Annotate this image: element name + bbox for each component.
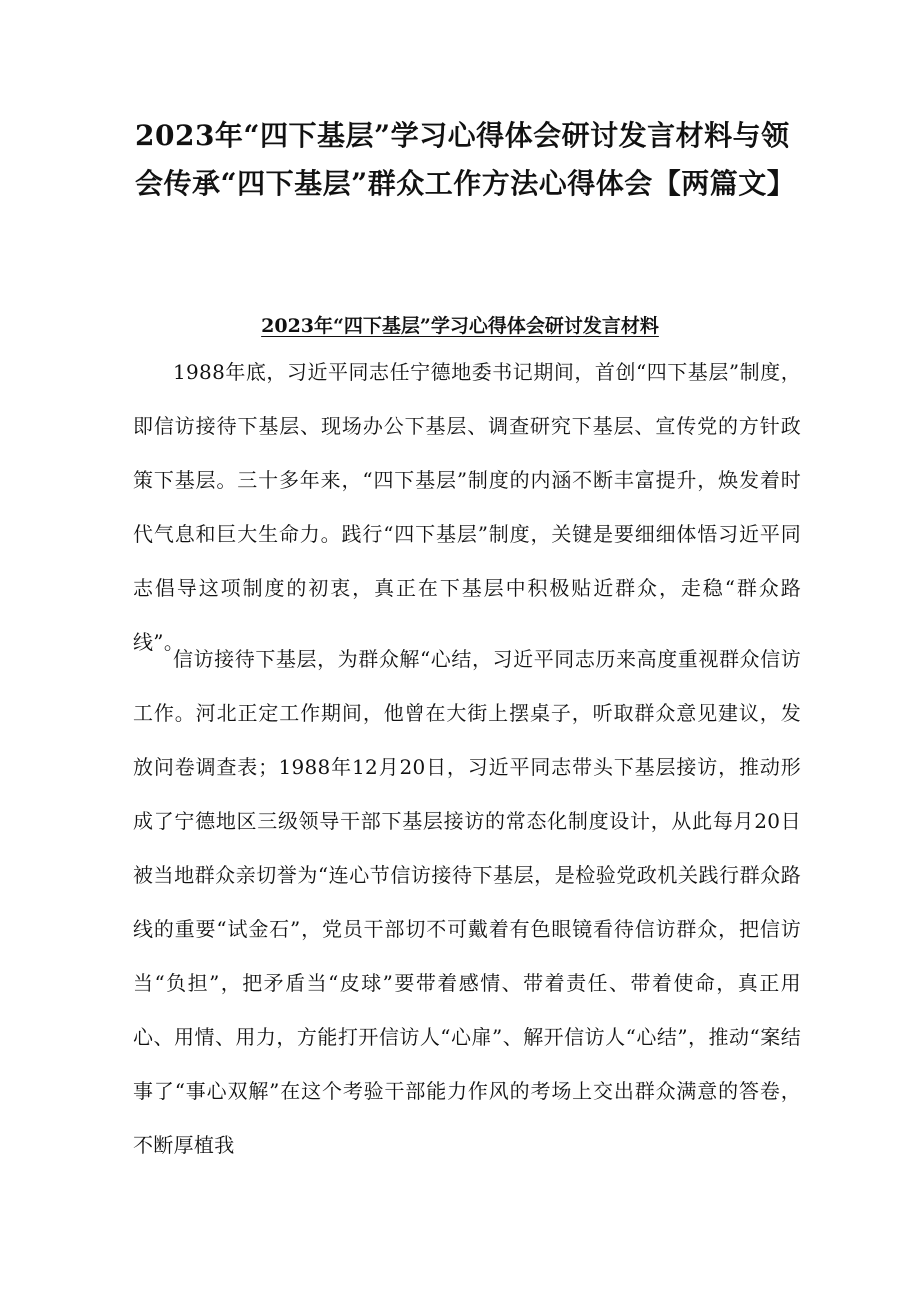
section-heading: 2023年“四下基层”学习心得体会研讨发言材料	[261, 315, 659, 337]
body-paragraph-2: 信访接待下基层，为群众解“心结，习近平同志历来高度重视群众信访工作。河北正定工作期间，他曾在大街上摆桌子，听取群众意见建议，发放问卷调查表；1988年12月20日，习近平同志带头下基层接访，推动形成了宁德地区三级领导干部下基层接访的常态化制度设计，从此每月20日被当地群众亲切誉为“连心节信访接待下基层，是检验党政机关践行群众路线的重要“试金石”，党员干部切不可戴着有色眼镜看待信访群众，把信访当“负担”，把矛盾当“皮球”要带着感情、带着责任、带着使命，真正用心、用情、用力，方能打开信访人“心扉”、解开信访人“心结”，推动“案结事了“事心双解”在这个考验干部能力作风的考场上交出群众满意的答卷，不断厚植我	[133, 647, 801, 1157]
body-paragraph-1: 1988年底，习近平同志任宁德地委书记期间，首创“四下基层”制度，即信访接待下基层、现场办公下基层、调查研究下基层、宣传党的方针政策下基层。三十多年来，“四下基层”制度的内涵不断丰富提升，焕发着时代气息和巨大生命力。践行“四下基层”制度，关键是要细细体悟习近平同志倡导这项制度的初衷，真正在下基层中积极贴近群众，走稳“群众路线”。	[133, 360, 801, 654]
document-title: 2023年“四下基层”学习心得体会研讨发言材料与领会传承“四下基层”群众工作方法心得体会【两篇文】	[135, 119, 796, 200]
